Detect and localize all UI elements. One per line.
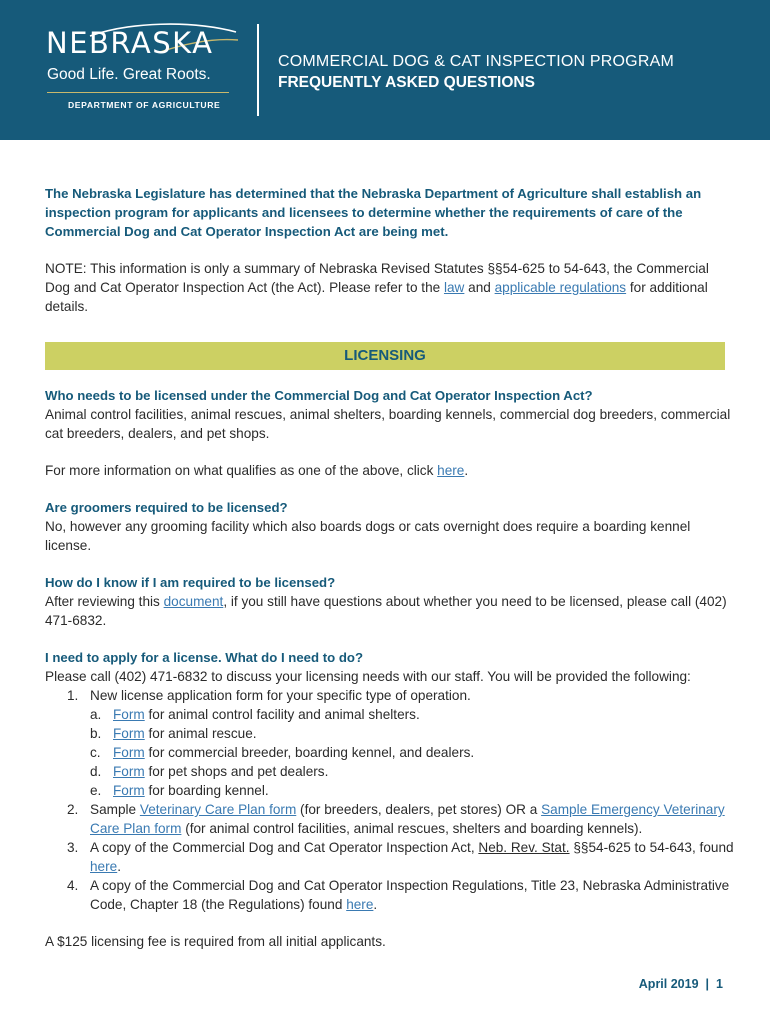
sub-list-item xyxy=(45,705,735,724)
faq-item xyxy=(45,648,735,951)
form-link[interactable]: Form xyxy=(113,745,145,760)
faq-item xyxy=(45,498,735,555)
faq-answer: Please call (402) 471-6832 to discuss your licensing needs with our staff. You will be provided the following: xyxy=(45,669,691,684)
list-item xyxy=(45,838,735,876)
list-item xyxy=(45,876,735,914)
note-text: for additional details. xyxy=(45,280,708,314)
note-text: NOTE: This information is only a summary of Nebraska Revised Statutes §§54-625 to 54-643, the Commercial Dog and Cat Operator Inspection Act (the Act). Please refer to the xyxy=(45,261,709,295)
document-title: COMMERCIAL DOG & CAT INSPECTION PROGRAM xyxy=(278,53,674,70)
statute-citation: Neb. Rev. Stat. xyxy=(478,840,570,855)
list-item-text: §§54-625 to 54-643, found xyxy=(569,840,734,855)
sub-list-text: for boarding kennel. xyxy=(144,783,269,798)
sub-list-text: for pet shops and pet dealers. xyxy=(144,764,329,779)
sub-list-letter: e. xyxy=(90,783,102,798)
footer-separator: | xyxy=(705,977,710,991)
list-number: 4. xyxy=(67,878,79,893)
list-item xyxy=(45,800,735,838)
list-item-text: A copy of the Commercial Dog and Cat Operator Inspection Regulations, Title 23, Nebraska Administrative Code, Chapter 18 (the Regulations) found xyxy=(90,878,730,912)
page-number: 1 xyxy=(716,977,723,991)
logo-wordmark: NEBRASKA xyxy=(46,26,214,60)
section-heading-licensing: LICENSING xyxy=(45,342,725,370)
answer-text: , if you still have questions about whether you need to be licensed, please call (402) 471-6832. xyxy=(45,594,727,628)
faq-answer xyxy=(45,592,735,630)
sub-list-item xyxy=(45,724,735,743)
sub-list-letter: d. xyxy=(90,764,102,779)
list-number: 1. xyxy=(67,688,79,703)
form-link[interactable]: Form xyxy=(113,764,145,779)
regulations-here-link[interactable]: here xyxy=(346,897,374,912)
list-item-text: . xyxy=(373,897,378,912)
note-text: and xyxy=(464,280,495,295)
sub-list-item xyxy=(45,781,735,800)
list-item-text: New license application form for your specific type of operation. xyxy=(90,688,471,703)
faq-question: How do I know if I am required to be licensed? xyxy=(45,575,336,590)
faq-question: Who needs to be licensed under the Commercial Dog and Cat Operator Inspection Act? xyxy=(45,388,593,403)
header-divider xyxy=(257,24,259,116)
faq-item xyxy=(45,573,735,630)
here-link[interactable]: here xyxy=(437,463,465,478)
document-link[interactable]: document xyxy=(163,594,224,609)
sub-list-text: for animal rescue. xyxy=(144,726,257,741)
logo-rule xyxy=(47,92,229,93)
form-link[interactable]: Form xyxy=(113,783,145,798)
sub-list-text: for animal control facility and animal shelters. xyxy=(144,707,420,722)
form-link[interactable]: Form xyxy=(113,726,145,741)
faq-answer: No, however any grooming facility which also boards dogs or cats overnight does require a boarding kennel license. xyxy=(45,519,691,553)
note-paragraph xyxy=(45,259,735,316)
faq-question: I need to apply for a license. What do I need to do? xyxy=(45,650,363,665)
more-info-text: . xyxy=(464,463,469,478)
faq-answer: Animal control facilities, animal rescues, animal shelters, boarding kennels, commercial dog breeders, commercial cat breeders, dealers, and pet shops. xyxy=(45,407,731,441)
document-subtitle: FREQUENTLY ASKED QUESTIONS xyxy=(278,74,535,91)
intro-paragraph: The Nebraska Legislature has determined that the Nebraska Department of Agriculture shall establish an inspection program for applicants and licensees to determine whether the requirements of care of the Commercial Dog and Cat Operator Inspection Act are being met. xyxy=(45,186,702,239)
requirements-list xyxy=(45,686,735,914)
regulations-link[interactable]: applicable regulations xyxy=(494,280,627,295)
logo-tagline: Good Life. Great Roots. xyxy=(47,66,211,83)
list-item-text: A copy of the Commercial Dog and Cat Operator Inspection Act, xyxy=(90,840,479,855)
form-link[interactable]: Form xyxy=(113,707,145,722)
sub-list-item xyxy=(45,762,735,781)
footer-date: April 2019 xyxy=(638,977,699,991)
faq-item xyxy=(45,386,735,480)
logo-department: DEPARTMENT OF AGRICULTURE xyxy=(68,100,221,110)
list-number: 3. xyxy=(67,840,79,855)
vet-care-plan-link[interactable]: Veterinary Care Plan form xyxy=(139,802,297,817)
sub-list-text: for commercial breeder, boarding kennel, and dealers. xyxy=(144,745,475,760)
page-header xyxy=(0,0,770,140)
licensing-fee-text: A $125 licensing fee is required from all initial applicants. xyxy=(45,934,386,949)
law-link[interactable]: law xyxy=(443,280,465,295)
act-here-link[interactable]: here xyxy=(90,859,118,874)
sub-list-item xyxy=(45,743,735,762)
faq-question: Are groomers required to be licensed? xyxy=(45,500,288,515)
more-info-text: For more information on what qualifies as one of the above, click xyxy=(45,463,438,478)
sub-list-letter: a. xyxy=(90,707,102,722)
more-info-line xyxy=(45,461,735,480)
list-item-text: . xyxy=(117,859,121,874)
list-item-text: Sample xyxy=(90,802,140,817)
list-item-text: (for animal control facilities, animal rescues, shelters and boarding kennels). xyxy=(181,821,643,836)
page-footer xyxy=(639,977,723,991)
list-item xyxy=(45,686,735,705)
sub-list-letter: b. xyxy=(90,726,102,741)
list-number: 2. xyxy=(67,802,79,817)
list-item-text: (for breeders, dealers, pet stores) OR a xyxy=(296,802,542,817)
sub-list-letter: c. xyxy=(90,745,101,760)
answer-text: After reviewing this xyxy=(45,594,164,609)
emergency-vet-care-plan-link[interactable]: Sample Emergency Veterinary Care Plan form xyxy=(90,802,725,836)
